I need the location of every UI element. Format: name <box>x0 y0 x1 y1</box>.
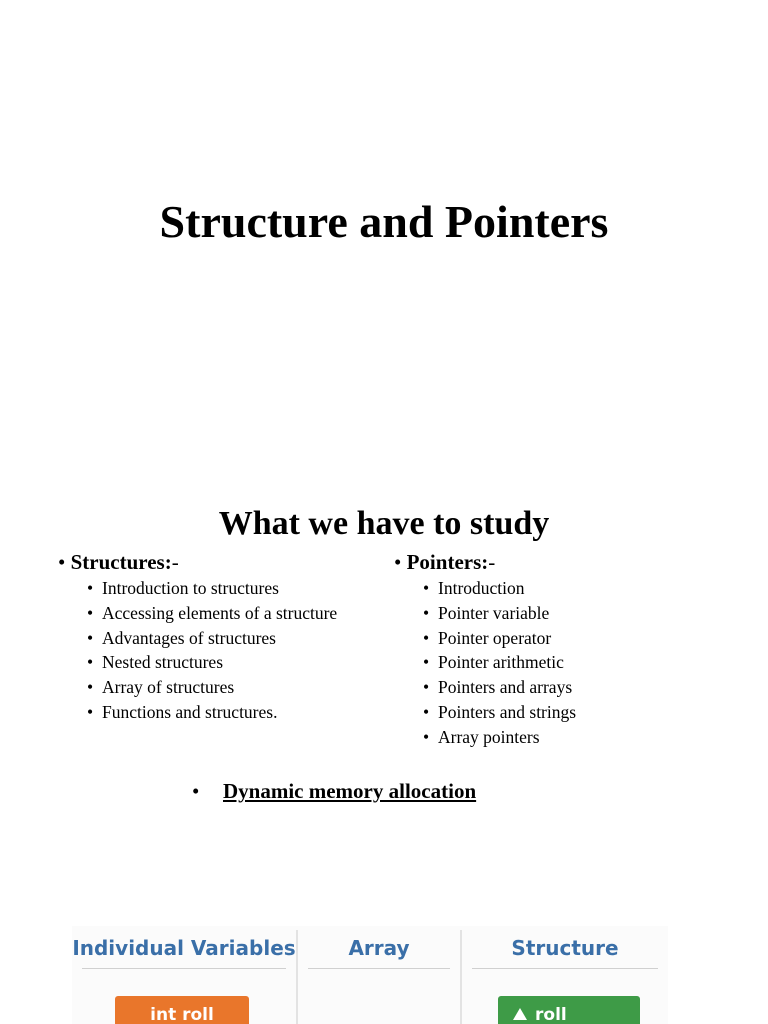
structures-heading-label: Structures: <box>70 550 172 574</box>
pointers-column <box>394 548 714 750</box>
figure-heading-individual-variables: Individual Variables <box>72 936 296 960</box>
list-item <box>87 700 378 725</box>
comparison-figure <box>72 926 668 1024</box>
extra-topic-label: Dynamic memory allocation <box>223 779 477 803</box>
list-item <box>423 650 714 675</box>
section-title: What we have to study <box>218 505 550 543</box>
list-item-label: Pointer variable <box>438 602 550 623</box>
bullet-icon: • <box>423 701 430 722</box>
bullet-icon: • <box>87 701 94 722</box>
bullet-icon: • <box>423 677 430 698</box>
list-item <box>423 725 714 750</box>
bullet-icon: • <box>87 602 94 623</box>
structures-heading <box>58 548 378 576</box>
list-item <box>423 626 714 651</box>
list-item <box>87 576 378 601</box>
list-item-label: Accessing elements of a structure <box>102 602 338 623</box>
list-item <box>87 626 378 651</box>
divider <box>472 968 658 969</box>
figure-heading-structure: Structure <box>511 936 619 960</box>
divider <box>308 968 450 969</box>
structures-column <box>58 548 378 725</box>
figure-column-array <box>298 926 460 1024</box>
bullet-icon: • <box>423 602 430 623</box>
bullet-icon: • <box>423 578 430 598</box>
pointers-heading <box>394 548 714 576</box>
list-item-label: Functions and structures. <box>102 701 278 722</box>
list-item-label: Pointers and arrays <box>438 677 573 698</box>
list-item-label: Advantages of structures <box>102 627 276 648</box>
list-item <box>423 576 714 601</box>
list-item <box>87 675 378 700</box>
list-item-label: Pointer arithmetic <box>438 652 564 673</box>
int-roll-box: int roll <box>115 996 249 1024</box>
bullet-icon: • <box>87 677 94 698</box>
list-item <box>87 650 378 675</box>
bullet-icon: • <box>87 578 94 598</box>
pointers-topic-list <box>394 576 714 750</box>
list-item-label: Introduction to structures <box>102 578 279 598</box>
pointers-heading-label: Pointers: <box>406 550 489 574</box>
bullet-icon: • <box>423 652 430 673</box>
triangle-up-icon <box>513 1008 527 1020</box>
list-item-label: Nested structures <box>102 652 224 673</box>
list-item <box>423 675 714 700</box>
list-item-label: Array of structures <box>102 677 235 698</box>
bullet-icon: • <box>423 627 430 648</box>
extra-topic <box>192 776 476 806</box>
structures-heading-suffix: - <box>171 550 179 574</box>
bullet-icon: • <box>423 726 430 747</box>
roll-member-label: roll <box>535 1005 567 1024</box>
page-title: Structure and Pointers <box>159 195 609 247</box>
figure-column-individual-variables <box>72 926 296 1024</box>
structures-topic-list <box>58 576 378 725</box>
list-item-label: Array pointers <box>438 726 540 747</box>
bullet-icon: • <box>87 652 94 673</box>
pointers-heading-suffix: - <box>488 550 496 574</box>
bullet-icon: • <box>192 779 200 803</box>
bullet-icon: • <box>394 550 402 574</box>
bullet-icon: • <box>87 627 94 648</box>
list-item <box>423 601 714 626</box>
bullet-icon: • <box>58 550 66 574</box>
list-item-label: Introduction <box>438 578 525 598</box>
list-item-label: Pointer operator <box>438 627 552 648</box>
list-item <box>87 601 378 626</box>
list-item <box>423 700 714 725</box>
roll-member-box <box>498 996 640 1024</box>
figure-heading-array: Array <box>348 936 410 960</box>
figure-column-structure <box>462 926 668 1024</box>
divider <box>82 968 286 969</box>
list-item-label: Pointers and strings <box>438 701 577 722</box>
